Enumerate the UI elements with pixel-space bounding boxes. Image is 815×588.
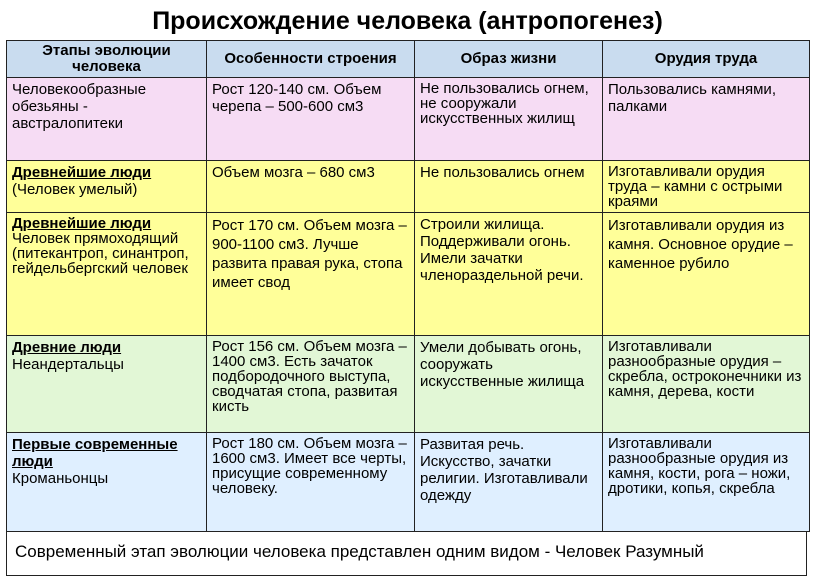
table-row (7, 78, 810, 161)
header-tools: Орудия труда (603, 41, 810, 78)
structure-cell: Объем мозга – 680 см3 (207, 161, 415, 213)
page-title: Происхождение человека (антропогенез) (152, 7, 663, 35)
stage-desc: Человекообразные обезьяны - австралопитеки (12, 81, 147, 132)
stage-cell (7, 433, 207, 532)
lifestyle-cell: Не пользовались огнем, не сооружали искусственных жилищ (415, 78, 603, 161)
table-row (7, 336, 810, 433)
evolution-table (6, 40, 810, 532)
stage-name: Древнейшие люди (12, 164, 152, 181)
structure-cell: Рост 170 см. Объем мозга – 900-1100 см3. Лучше развита правая рука, стопа имеет свод (207, 213, 415, 336)
table-row (7, 433, 810, 532)
structure-cell: Рост 156 см. Объем мозга –1400 см3. Есть зачаток подбородочного выступа, сводчатая стопа, развитая кисть (207, 336, 415, 433)
stage-name: Древнейшие люди (12, 215, 152, 232)
lifestyle-cell: Не пользовались огнем (415, 161, 603, 213)
tools-cell: Изготавливали разнообразные орудия – скребла, остроконечники из камня, дерева, кости (603, 336, 810, 433)
table-row (7, 161, 810, 213)
stage-desc: (Человек умелый) (12, 181, 138, 198)
header-row (7, 41, 810, 78)
structure-cell: Рост 120-140 см. Объем черепа – 500-600 см3 (207, 78, 415, 161)
lifestyle-cell: Строили жилища. Поддерживали огонь. Имели зачатки членораздельной речи. (415, 213, 603, 336)
structure-cell: Рост 180 см. Объем мозга –1600 см3. Имеет все черты, присущие современному человеку. (207, 433, 415, 532)
lifestyle-cell: Развитая речь. Искусство, зачатки религии. Изготавливали одежду (415, 433, 603, 532)
table-row (7, 213, 810, 336)
tools-cell: Изготавливали орудия труда – камни с острыми краями (603, 161, 810, 213)
stage-desc: Неандертальцы (12, 356, 124, 373)
tools-cell: Изготавливали разнообразные орудия из камня, кости, рога – ножи, дротики, копья, скребла (603, 433, 810, 532)
stage-desc: Человек прямоходящий (питекантроп, синантроп, гейдельбергский человек (12, 230, 189, 277)
stage-cell (7, 213, 207, 336)
header-structure: Особенности строения (207, 41, 415, 78)
footer-note: Современный этап эволюции человека представлен одним видом - Человек Разумный (6, 532, 807, 576)
stage-name: Древние люди (12, 339, 122, 356)
stage-cell (7, 161, 207, 213)
stage-cell (7, 336, 207, 433)
lifestyle-cell: Умели добывать огонь, сооружать искусственные жилища (415, 336, 603, 433)
tools-cell: Пользовались камнями, палками (603, 78, 810, 161)
header-lifestyle: Образ жизни (415, 41, 603, 78)
tools-cell: Изготавливали орудия из камня. Основное орудие – каменное рубило (603, 213, 810, 336)
stage-desc: Кроманьонцы (12, 470, 109, 487)
stage-cell (7, 78, 207, 161)
stage-name: Первые современные люди (12, 436, 178, 470)
header-stages: Этапы эволюции человека (7, 41, 207, 78)
